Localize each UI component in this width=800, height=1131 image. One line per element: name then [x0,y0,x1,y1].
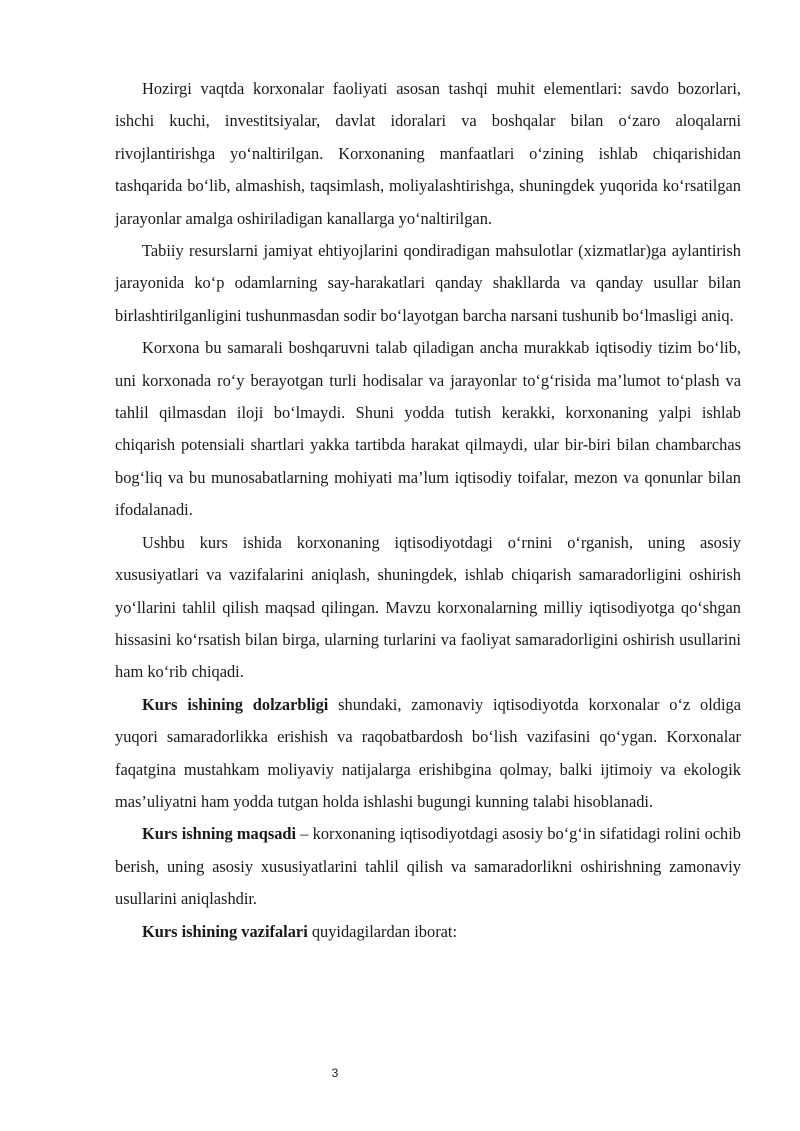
paragraph-text: Korxona bu samarali boshqaruvni talab qiladigan ancha murakkab iqtisodiy tizim bo‘lib, uni korxonada ro‘y berayotgan turli hodisalar va jarayonlar to‘g‘risida ma’lumot to‘plash va tahlil qilmasdan iloji bo‘lmaydi. Shuni yodda tutish kerakki, korxonaning yalpi ishlab chiqarish potensiali shartlari yakka tartibda harakat qilmaydi, ular bir-biri bilan chambarchas bog‘liq va bu munosabatlarning mohiyati ma’lum iqtisodiy toifalar, mezon va qonunlar bilan ifodalanadi. [115,338,741,520]
paragraph-course-work-scope [115,527,741,689]
paragraph-tasks [115,916,741,948]
page-number: 3 [331,1066,339,1080]
paragraph-enterprise-system [115,332,741,526]
paragraph-text: shundaki, zamonaviy iqtisodiyotda korxonalar o‘z oldiga yuqori samaradorlikka erishish va raqobatbardosh bo‘lish vazifasini qo‘ygan. Korxonalar faqatgina mustahkam moliyaviy natijalarga erishibgina qolmay, balki ijtimoiy va ekologik mas’uliyatni ham yodda tutgan holda ishlashi bugungi kunning talabi hisoblanadi. [115,694,741,811]
paragraph-text: – korxonaning iqtisodiyotdagi asosiy bo‘g‘in sifatidagi rolini ochib berish, uning asosiy xususiyatlarini tahlil qilish va samaradorlikni oshirishning zamonaviy usullarini aniqlashdir. [115,824,742,909]
paragraph-natural-resources [115,235,741,332]
document-page [115,73,741,948]
paragraph-text: quyidagilardan iborat: [307,921,458,941]
paragraph-goal [115,818,741,915]
paragraph-relevance [115,689,741,819]
paragraph-intro [115,73,741,235]
paragraph-lead: Kurs ishning maqsadi [142,824,297,844]
paragraph-lead: Kurs ishining dolzarbligi [142,694,329,714]
paragraph-lead: Kurs ishining vazifalari [142,921,308,941]
paragraph-text: Tabiiy resurslarni jamiyat ehtiyojlarini qondiradigan mahsulotlar (xizmatlar)ga aylantirish jarayonida ko‘p odamlarning say-harakatlari qanday shakllarda va qanday usullar bilan birlashtirilganligini tushunmasdan sodir bo‘layotgan barcha narsani tushunib bo‘lmasligi aniq. [115,241,741,325]
paragraph-text: Hozirgi vaqtda korxonalar faoliyati asosan tashqi muhit elementlari: savdo bozorlari, ishchi kuchi, investitsiyalar, davlat idoralari va boshqalar bilan o‘zaro aloqalarni rivojlantirishga yo‘naltirilgan. Korxonaning manfaatlari o‘zining ishlab chiqarishidan tashqarida bo‘lib, almashish, taqsimlash, moliyalashtirishga, shuningdek yuqorida ko‘rsatilgan jarayonlar amalga oshiriladigan kanallarga yo‘naltirilgan. [115,79,741,228]
paragraph-text: Ushbu kurs ishida korxonaning iqtisodiyotdagi o‘rnini o‘rganish, uning asosiy xususiyatlari va vazifalarini aniqlash, shuningdek, ishlab chiqarish samaradorligini oshirish yo‘llarini tahlil qilish maqsad qilingan. Mavzu korxonalarning milliy iqtisodiyotga qo‘shgan hissasini ko‘rsatish bilan birga, ularning turlarini va faoliyat samaradorligini oshirish usullarini ham ko‘rib chiqadi. [115,532,741,682]
